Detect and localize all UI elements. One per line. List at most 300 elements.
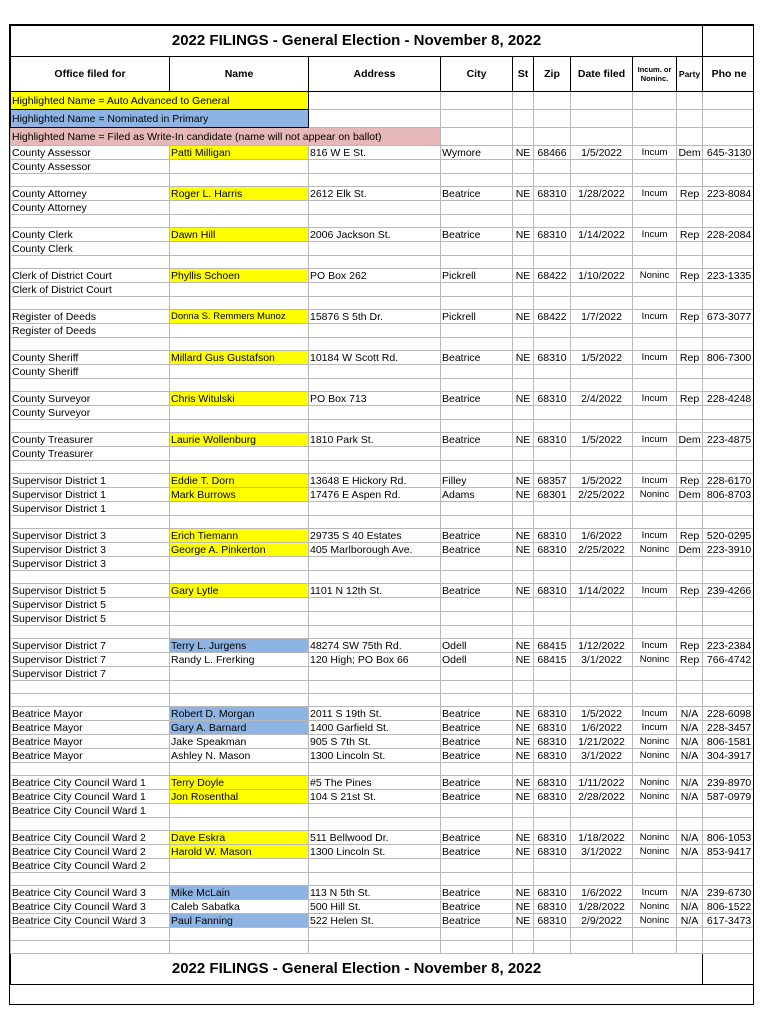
date-filed-cell bbox=[571, 297, 633, 310]
state-cell bbox=[513, 242, 534, 256]
incumbency-cell bbox=[633, 201, 677, 215]
empty-cell bbox=[513, 92, 534, 110]
empty-cell bbox=[534, 110, 571, 128]
phone-cell: 766-4742 bbox=[703, 653, 754, 667]
date-filed-cell: 1/28/2022 bbox=[571, 187, 633, 201]
blank-row bbox=[11, 873, 755, 886]
phone-cell bbox=[703, 283, 754, 297]
address-cell bbox=[309, 626, 441, 639]
name-cell: Robert D. Morgan bbox=[170, 707, 309, 721]
address-cell: 500 Hill St. bbox=[309, 900, 441, 914]
phone-cell bbox=[703, 681, 754, 694]
name-cell bbox=[170, 626, 309, 639]
legend-label: Highlighted Name = Nominated in Primary bbox=[11, 110, 309, 128]
address-cell: 2011 S 19th St. bbox=[309, 707, 441, 721]
office-cell bbox=[11, 928, 170, 941]
party-cell bbox=[677, 365, 703, 379]
state-cell bbox=[513, 694, 534, 707]
name-cell bbox=[170, 256, 309, 269]
party-cell: N/A bbox=[677, 721, 703, 735]
state-cell: NE bbox=[513, 228, 534, 242]
date-filed-cell bbox=[571, 365, 633, 379]
office-cell bbox=[11, 297, 170, 310]
party-cell bbox=[677, 667, 703, 681]
party-cell bbox=[677, 379, 703, 392]
office-cell: Beatrice City Council Ward 1 bbox=[11, 804, 170, 818]
phone-cell bbox=[703, 557, 754, 571]
date-filed-cell bbox=[571, 447, 633, 461]
page-title: 2022 FILINGS - General Election - November 8, 2022 bbox=[11, 26, 703, 57]
phone-cell bbox=[703, 338, 754, 351]
phone-cell bbox=[703, 256, 754, 269]
state-cell bbox=[513, 283, 534, 297]
address-cell: 15876 S 5th Dr. bbox=[309, 310, 441, 324]
office-cell bbox=[11, 873, 170, 886]
filing-row bbox=[11, 900, 755, 914]
address-cell bbox=[309, 763, 441, 776]
zip-cell: 68310 bbox=[534, 392, 571, 406]
filing-row bbox=[11, 707, 755, 721]
city-cell: Beatrice bbox=[441, 735, 513, 749]
state-cell: NE bbox=[513, 653, 534, 667]
state-cell bbox=[513, 297, 534, 310]
state-cell bbox=[513, 818, 534, 831]
office-cell: Beatrice City Council Ward 2 bbox=[11, 831, 170, 845]
date-filed-cell bbox=[571, 406, 633, 420]
zip-cell bbox=[534, 667, 571, 681]
blank-row bbox=[11, 174, 755, 187]
address-cell: 17476 E Aspen Rd. bbox=[309, 488, 441, 502]
phone-cell bbox=[703, 502, 754, 516]
phone-cell: 806-1522 bbox=[703, 900, 754, 914]
state-cell: NE bbox=[513, 488, 534, 502]
party-cell bbox=[677, 681, 703, 694]
name-cell: Jon Rosenthal bbox=[170, 790, 309, 804]
office-cell: County Assessor bbox=[11, 160, 170, 174]
state-cell bbox=[513, 160, 534, 174]
party-cell bbox=[677, 420, 703, 433]
phone-cell: 806-1581 bbox=[703, 735, 754, 749]
party-cell bbox=[677, 928, 703, 941]
phone-cell: 228-6098 bbox=[703, 707, 754, 721]
address-cell bbox=[309, 256, 441, 269]
name-cell: Ashley N. Mason bbox=[170, 749, 309, 763]
incumbency-cell: Noninc bbox=[633, 735, 677, 749]
phone-cell bbox=[703, 516, 754, 529]
incumbency-cell bbox=[633, 818, 677, 831]
address-cell: #5 The Pines bbox=[309, 776, 441, 790]
party-cell: N/A bbox=[677, 845, 703, 859]
city-cell: Beatrice bbox=[441, 776, 513, 790]
office-cell: County Surveyor bbox=[11, 406, 170, 420]
name-cell bbox=[170, 502, 309, 516]
city-cell bbox=[441, 612, 513, 626]
state-cell: NE bbox=[513, 146, 534, 160]
incumbency-cell bbox=[633, 612, 677, 626]
phone-cell: 520-0295 bbox=[703, 529, 754, 543]
date-filed-cell: 1/7/2022 bbox=[571, 310, 633, 324]
date-filed-cell bbox=[571, 283, 633, 297]
date-filed-cell bbox=[571, 516, 633, 529]
state-cell: NE bbox=[513, 433, 534, 447]
incumbency-cell bbox=[633, 571, 677, 584]
address-cell: 511 Bellwood Dr. bbox=[309, 831, 441, 845]
incumbency-cell bbox=[633, 598, 677, 612]
incumbency-cell: Incum bbox=[633, 529, 677, 543]
city-cell bbox=[441, 420, 513, 433]
state-cell bbox=[513, 571, 534, 584]
incumbency-cell bbox=[633, 557, 677, 571]
zip-cell bbox=[534, 626, 571, 639]
incumbency-cell bbox=[633, 365, 677, 379]
phone-cell bbox=[703, 201, 754, 215]
date-filed-cell: 1/5/2022 bbox=[571, 146, 633, 160]
col-header-office: Office filed for bbox=[11, 57, 170, 92]
filing-row bbox=[11, 845, 755, 859]
filing-row bbox=[11, 612, 755, 626]
city-cell: Pickrell bbox=[441, 269, 513, 283]
address-cell bbox=[309, 681, 441, 694]
address-cell bbox=[309, 447, 441, 461]
office-cell bbox=[11, 379, 170, 392]
phone-cell: 617-3473 bbox=[703, 914, 754, 928]
date-filed-cell: 1/5/2022 bbox=[571, 351, 633, 365]
phone-cell: 239-6730 bbox=[703, 886, 754, 900]
incumbency-cell bbox=[633, 928, 677, 941]
office-cell: Supervisor District 3 bbox=[11, 543, 170, 557]
office-cell: Beatrice Mayor bbox=[11, 749, 170, 763]
office-cell: County Clerk bbox=[11, 242, 170, 256]
blank-row bbox=[11, 379, 755, 392]
filing-row bbox=[11, 804, 755, 818]
incumbency-cell: Noninc bbox=[633, 900, 677, 914]
zip-cell: 68310 bbox=[534, 735, 571, 749]
zip-cell bbox=[534, 681, 571, 694]
office-cell: Supervisor District 7 bbox=[11, 667, 170, 681]
phone-cell: 228-6170 bbox=[703, 474, 754, 488]
city-cell bbox=[441, 859, 513, 873]
address-cell bbox=[309, 379, 441, 392]
city-cell bbox=[441, 941, 513, 954]
office-cell bbox=[11, 338, 170, 351]
party-cell bbox=[677, 461, 703, 474]
filing-row bbox=[11, 543, 755, 557]
blank-row bbox=[11, 297, 755, 310]
date-filed-cell bbox=[571, 598, 633, 612]
incumbency-cell: Incum bbox=[633, 639, 677, 653]
name-cell bbox=[170, 461, 309, 474]
name-cell: Millard Gus Gustafson bbox=[170, 351, 309, 365]
party-cell: N/A bbox=[677, 790, 703, 804]
address-cell: 2006 Jackson St. bbox=[309, 228, 441, 242]
phone-cell bbox=[703, 324, 754, 338]
zip-cell bbox=[534, 502, 571, 516]
name-cell: Jake Speakman bbox=[170, 735, 309, 749]
blank-row bbox=[11, 928, 755, 941]
filing-row bbox=[11, 146, 755, 160]
phone-cell: 223-4875 bbox=[703, 433, 754, 447]
state-cell bbox=[513, 365, 534, 379]
party-cell bbox=[677, 297, 703, 310]
incumbency-cell bbox=[633, 804, 677, 818]
blank-row bbox=[11, 338, 755, 351]
name-cell bbox=[170, 420, 309, 433]
phone-cell bbox=[703, 365, 754, 379]
address-cell bbox=[309, 502, 441, 516]
zip-cell bbox=[534, 215, 571, 228]
zip-cell: 68310 bbox=[534, 707, 571, 721]
date-filed-cell bbox=[571, 571, 633, 584]
address-cell: 120 High; PO Box 66 bbox=[309, 653, 441, 667]
address-cell: 1400 Garfield St. bbox=[309, 721, 441, 735]
filing-row bbox=[11, 776, 755, 790]
city-cell bbox=[441, 160, 513, 174]
empty-cell bbox=[571, 128, 633, 146]
city-cell: Beatrice bbox=[441, 187, 513, 201]
zip-cell bbox=[534, 818, 571, 831]
incumbency-cell: Incum bbox=[633, 146, 677, 160]
phone-cell: 228-3457 bbox=[703, 721, 754, 735]
date-filed-cell: 2/28/2022 bbox=[571, 790, 633, 804]
zip-cell bbox=[534, 324, 571, 338]
office-cell: Register of Deeds bbox=[11, 324, 170, 338]
phone-cell: 239-8970 bbox=[703, 776, 754, 790]
zip-cell bbox=[534, 283, 571, 297]
phone-cell: 223-2384 bbox=[703, 639, 754, 653]
state-cell bbox=[513, 201, 534, 215]
date-filed-cell bbox=[571, 201, 633, 215]
empty-cell bbox=[309, 110, 441, 128]
state-cell bbox=[513, 174, 534, 187]
incumbency-cell bbox=[633, 256, 677, 269]
office-cell: Beatrice City Council Ward 3 bbox=[11, 914, 170, 928]
office-cell: Supervisor District 5 bbox=[11, 598, 170, 612]
filing-row bbox=[11, 488, 755, 502]
party-cell bbox=[677, 160, 703, 174]
state-cell: NE bbox=[513, 886, 534, 900]
phone-cell bbox=[703, 215, 754, 228]
zip-cell: 68310 bbox=[534, 886, 571, 900]
office-cell bbox=[11, 763, 170, 776]
state-cell: NE bbox=[513, 749, 534, 763]
incumbency-cell bbox=[633, 941, 677, 954]
city-cell bbox=[441, 804, 513, 818]
date-filed-cell bbox=[571, 763, 633, 776]
name-cell bbox=[170, 174, 309, 187]
date-filed-cell: 2/4/2022 bbox=[571, 392, 633, 406]
party-cell: N/A bbox=[677, 707, 703, 721]
state-cell: NE bbox=[513, 914, 534, 928]
filing-row bbox=[11, 721, 755, 735]
zip-cell bbox=[534, 763, 571, 776]
phone-cell bbox=[703, 598, 754, 612]
filing-row bbox=[11, 406, 755, 420]
office-cell bbox=[11, 818, 170, 831]
office-cell: County Assessor bbox=[11, 146, 170, 160]
name-cell bbox=[170, 941, 309, 954]
zip-cell bbox=[534, 338, 571, 351]
address-cell: 405 Marlborough Ave. bbox=[309, 543, 441, 557]
empty-cell bbox=[703, 110, 754, 128]
filing-row bbox=[11, 351, 755, 365]
filing-row bbox=[11, 392, 755, 406]
zip-cell bbox=[534, 379, 571, 392]
name-cell: Donna S. Remmers Munoz bbox=[170, 310, 309, 324]
legend-label: Highlighted Name = Filed as Write-In candidate (name will not appear on ballot) bbox=[11, 128, 441, 146]
phone-cell: 228-2084 bbox=[703, 228, 754, 242]
date-filed-cell bbox=[571, 694, 633, 707]
address-cell: 522 Helen St. bbox=[309, 914, 441, 928]
filing-row bbox=[11, 598, 755, 612]
legend-row bbox=[11, 92, 755, 110]
state-cell: NE bbox=[513, 845, 534, 859]
address-cell: 48274 SW 75th Rd. bbox=[309, 639, 441, 653]
city-cell: Beatrice bbox=[441, 584, 513, 598]
name-cell bbox=[170, 242, 309, 256]
incumbency-cell bbox=[633, 694, 677, 707]
zip-cell: 68301 bbox=[534, 488, 571, 502]
phone-cell bbox=[703, 297, 754, 310]
filing-row bbox=[11, 653, 755, 667]
state-cell bbox=[513, 941, 534, 954]
date-filed-cell: 3/1/2022 bbox=[571, 845, 633, 859]
party-cell bbox=[677, 406, 703, 420]
city-cell: Beatrice bbox=[441, 351, 513, 365]
city-cell: Beatrice bbox=[441, 914, 513, 928]
name-cell bbox=[170, 365, 309, 379]
phone-cell bbox=[703, 763, 754, 776]
address-cell bbox=[309, 804, 441, 818]
filing-row bbox=[11, 529, 755, 543]
empty-cell bbox=[677, 110, 703, 128]
filings-sheet bbox=[9, 24, 754, 1005]
zip-cell: 68422 bbox=[534, 269, 571, 283]
city-cell: Wymore bbox=[441, 146, 513, 160]
city-cell bbox=[441, 447, 513, 461]
name-cell: Dawn Hill bbox=[170, 228, 309, 242]
phone-cell bbox=[703, 626, 754, 639]
footer-title: 2022 FILINGS - General Election - November 8, 2022 bbox=[11, 954, 703, 985]
incumbency-cell bbox=[633, 873, 677, 886]
incumbency-cell bbox=[633, 763, 677, 776]
state-cell bbox=[513, 681, 534, 694]
party-cell bbox=[677, 873, 703, 886]
incumbency-cell bbox=[633, 626, 677, 639]
incumbency-cell: Incum bbox=[633, 351, 677, 365]
phone-cell bbox=[703, 571, 754, 584]
office-cell: Supervisor District 7 bbox=[11, 653, 170, 667]
city-cell bbox=[441, 283, 513, 297]
name-cell: Randy L. Frerking bbox=[170, 653, 309, 667]
name-cell bbox=[170, 612, 309, 626]
col-header-incum bbox=[633, 57, 677, 92]
filing-row bbox=[11, 365, 755, 379]
zip-cell bbox=[534, 420, 571, 433]
date-filed-cell: 1/6/2022 bbox=[571, 529, 633, 543]
date-filed-cell bbox=[571, 324, 633, 338]
city-cell: Odell bbox=[441, 653, 513, 667]
state-cell bbox=[513, 763, 534, 776]
zip-cell bbox=[534, 804, 571, 818]
office-cell: Beatrice Mayor bbox=[11, 735, 170, 749]
office-cell: Supervisor District 3 bbox=[11, 557, 170, 571]
zip-cell: 68310 bbox=[534, 351, 571, 365]
date-filed-cell: 3/1/2022 bbox=[571, 749, 633, 763]
date-filed-cell: 1/11/2022 bbox=[571, 776, 633, 790]
address-cell: 13648 E Hickory Rd. bbox=[309, 474, 441, 488]
city-cell bbox=[441, 557, 513, 571]
empty-cell bbox=[441, 110, 513, 128]
filing-row bbox=[11, 474, 755, 488]
city-cell: Beatrice bbox=[441, 543, 513, 557]
zip-cell bbox=[534, 612, 571, 626]
city-cell bbox=[441, 681, 513, 694]
incumbency-cell bbox=[633, 160, 677, 174]
phone-cell bbox=[703, 406, 754, 420]
address-cell bbox=[309, 557, 441, 571]
zip-cell: 68310 bbox=[534, 228, 571, 242]
state-cell bbox=[513, 420, 534, 433]
name-cell bbox=[170, 324, 309, 338]
date-filed-cell bbox=[571, 804, 633, 818]
party-cell bbox=[677, 818, 703, 831]
incumbency-cell: Noninc bbox=[633, 845, 677, 859]
phone-cell: 223-3910 bbox=[703, 543, 754, 557]
state-cell bbox=[513, 667, 534, 681]
office-cell bbox=[11, 571, 170, 584]
address-cell bbox=[309, 461, 441, 474]
name-cell bbox=[170, 598, 309, 612]
party-cell: Rep bbox=[677, 474, 703, 488]
date-filed-cell: 1/21/2022 bbox=[571, 735, 633, 749]
incumbency-cell bbox=[633, 859, 677, 873]
address-cell bbox=[309, 338, 441, 351]
office-cell: County Treasurer bbox=[11, 433, 170, 447]
name-cell bbox=[170, 928, 309, 941]
date-filed-cell bbox=[571, 941, 633, 954]
party-cell bbox=[677, 256, 703, 269]
party-cell bbox=[677, 283, 703, 297]
city-cell: Filley bbox=[441, 474, 513, 488]
date-filed-cell: 1/18/2022 bbox=[571, 831, 633, 845]
filing-row bbox=[11, 201, 755, 215]
state-cell bbox=[513, 804, 534, 818]
office-cell: Supervisor District 1 bbox=[11, 488, 170, 502]
zip-cell bbox=[534, 557, 571, 571]
name-cell: George A. Pinkerton bbox=[170, 543, 309, 557]
col-header-incum-line1: Incum. or bbox=[637, 65, 672, 74]
city-cell bbox=[441, 256, 513, 269]
party-cell: N/A bbox=[677, 749, 703, 763]
col-header-name: Name bbox=[170, 57, 309, 92]
state-cell: NE bbox=[513, 735, 534, 749]
name-cell: Dave Eskra bbox=[170, 831, 309, 845]
party-cell bbox=[677, 215, 703, 228]
office-cell: County Surveyor bbox=[11, 392, 170, 406]
state-cell: NE bbox=[513, 639, 534, 653]
address-cell bbox=[309, 873, 441, 886]
date-filed-cell: 2/25/2022 bbox=[571, 488, 633, 502]
filing-row bbox=[11, 160, 755, 174]
office-cell bbox=[11, 420, 170, 433]
party-cell bbox=[677, 174, 703, 187]
zip-cell bbox=[534, 571, 571, 584]
party-cell bbox=[677, 242, 703, 256]
empty-cell bbox=[677, 128, 703, 146]
col-header-address: Address bbox=[309, 57, 441, 92]
party-cell bbox=[677, 557, 703, 571]
filing-row bbox=[11, 735, 755, 749]
